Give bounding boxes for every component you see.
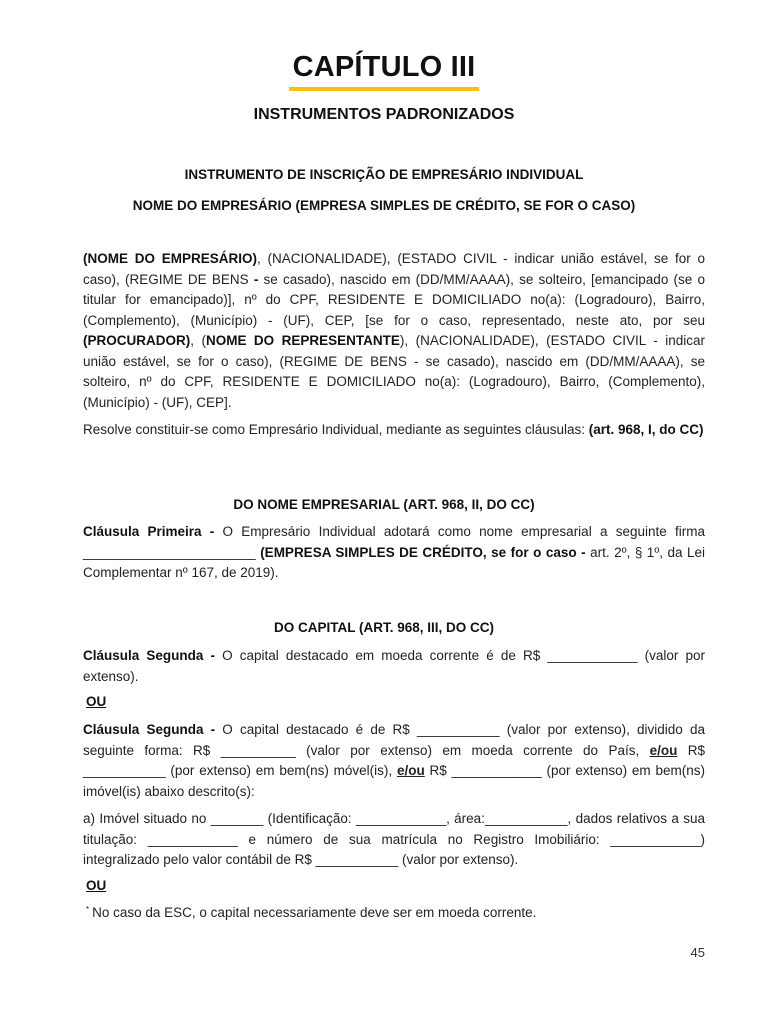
paragraph-text: Resolve constituir-se como Empresário Individual, mediante as seguintes cláusulas:	[83, 422, 589, 437]
capital-heading: DO CAPITAL (ART. 968, III, DO CC)	[273, 620, 495, 635]
clause-second-paragraph	[83, 646, 705, 687]
property-paragraph	[83, 809, 705, 871]
chapter-title-wrap	[0, 50, 768, 91]
or-label: OU	[86, 694, 107, 709]
bold-text: (EMPRESA SIMPLES DE CRÉDITO, se for o caso -	[260, 544, 586, 560]
resolve-paragraph	[83, 420, 705, 441]
bold-text: Cláusula Segunda -	[83, 648, 216, 663]
entrepreneur-name-heading: NOME DO EMPRESÁRIO (EMPRESA SIMPLES DE CRÉDITO, SE FOR O CASO)	[132, 198, 636, 213]
bold-text: (NOME DO EMPRESÁRIO)	[83, 251, 258, 266]
bold-text: NOME DO REPRESENTANTE	[205, 333, 400, 348]
clause-second-alt-paragraph	[83, 720, 705, 802]
paragraph-text: R$ ____________ (por extenso) em bem(ns) imóvel(is) abaixo descrito(s):	[83, 763, 705, 799]
paragraph-text: R$ ___________ (por extenso) em bem(ns) móvel(is),	[83, 742, 705, 778]
footnote-mark: *	[86, 905, 90, 914]
page-number: 45	[690, 945, 705, 960]
underlined-text: e/ou	[396, 763, 425, 778]
business-name-heading: DO NOME EMPRESARIAL (ART. 968, II, DO CC)	[233, 497, 535, 512]
bold-text: Cláusula Primeira -	[83, 524, 215, 539]
underlined-text: e/ou	[649, 742, 678, 758]
paragraph-text: O Empresário Individual adotará como nome empresarial a seguinte firma _______________________	[83, 524, 705, 560]
paragraph-text: art. 2º, § 1º, da Lei Complementar nº 167, de 2019).	[83, 544, 706, 580]
paragraph-text: , (	[190, 333, 206, 348]
paragraph-text: a) Imóvel situado no _______ (Identificação: ____________, área:___________, dados relativos a sua titulação: ____________ e número de sua matrícula no Registro Imobiliário: ____________) integralizado pelo valor contábil de R$ ___________ (valor por extenso).	[83, 811, 705, 867]
paragraph-text: se casado), nascido em (DD/MM/AAAA), se solteiro, [emancipado (se o titular for emancipado)], nº do CPF, RESIDENTE E DOMICILIADO no(a): (Logradouro), Bairro, (Complemento), (Município) - (UF), CEP, [se for o caso, representado, neste ato, por seu	[83, 271, 705, 328]
bold-text: (PROCURADOR)	[83, 333, 191, 348]
or-label: OU	[86, 878, 107, 893]
qualification-paragraph	[83, 249, 705, 413]
clause-first-paragraph	[83, 522, 705, 584]
bold-text: (art. 968, I, do CC)	[588, 422, 704, 437]
footnote	[86, 905, 536, 920]
paragraph-text: , (NACIONALIDADE), (ESTADO CIVIL - indicar união estável, se for o caso), (REGIME DE BENS	[83, 251, 705, 287]
paragraph-text: O capital destacado em moeda corrente é de R$ ____________ (valor por extenso).	[83, 648, 705, 684]
bold-text: Cláusula Segunda -	[83, 722, 216, 737]
bold-text: -	[253, 271, 259, 287]
paragraph-text: ), (NACIONALIDADE), (ESTADO CIVIL - indicar união estável, se for o caso), (REGIME DE BENS - se casado), nascido em (DD/MM/AAAA), se solteiro, nº do CPF, RESIDENTE E DOMICILIADO no(a): (Logradouro), Bairro, (Complemento), (Município) - (UF), CEP].	[83, 333, 706, 410]
footnote-text: No caso da ESC, o capital necessariamente deve ser em moeda corrente.	[92, 905, 537, 920]
section-subtitle: INSTRUMENTOS PADRONIZADOS	[253, 106, 515, 123]
paragraph-text: O capital destacado é de R$ ___________ (valor por extenso), dividido da seguinte forma: R$ __________ (valor por extenso) em moeda corrente do País,	[83, 722, 705, 758]
instrument-heading: INSTRUMENTO DE INSCRIÇÃO DE EMPRESÁRIO INDIVIDUAL	[184, 167, 584, 182]
chapter-title: CAPÍTULO III	[289, 50, 480, 91]
